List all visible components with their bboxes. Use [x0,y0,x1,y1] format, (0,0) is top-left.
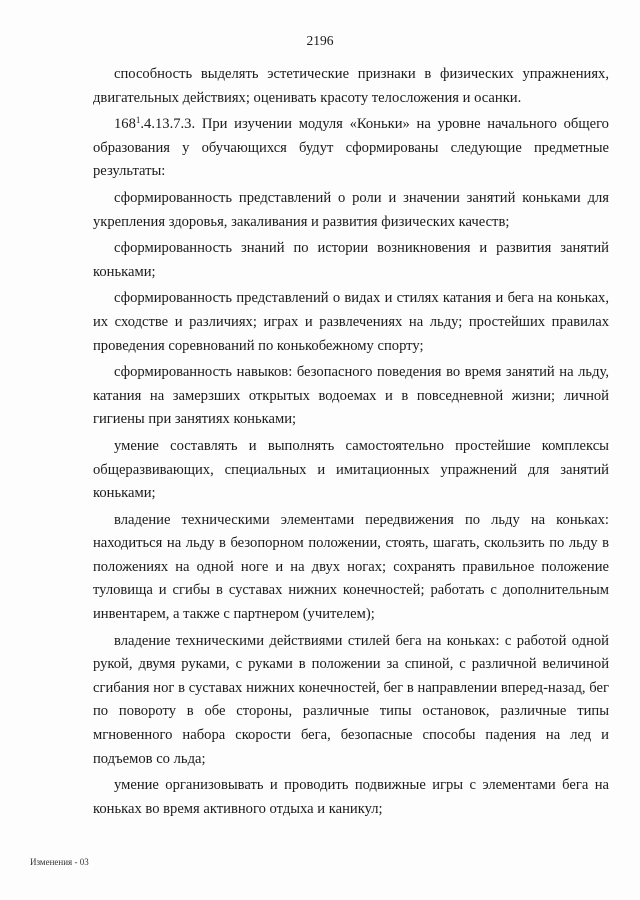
paragraph: умение составлять и выполнять самостоятельно простейшие комплексы общеразвивающих, специальных и имитационных упражнений для занятий коньками; [93,437,609,502]
paragraph: сформированность знаний по истории возникновения и развития занятий коньками; [93,240,609,280]
page-number: 2196 [306,33,334,48]
paragraph: сформированность представлений о роли и значении занятий коньками для укрепления здоровья, закаливания и развития физических качеств; [93,189,609,230]
paragraph: сформированность представлений о видах и стилях катания и бега на коньках, их сходстве и различиях; играх и развлечениях на льду; простейших правилах проведения соревнований по конькобежному спорту; [93,290,609,354]
footer-revision: Изменения - 03 [30,857,89,867]
paragraph: способность выделять эстетические признаки в физических упражнениях, двигательных действиях; оценивать красоту телосложения и осанки. [93,66,609,106]
paragraph: умение организовывать и проводить подвижные игры с элементами бега на коньках во время активного отдыха и каникул; [93,777,609,817]
paragraph-text: При изучении модуля «Коньки» на уровне начального общего образования у обучающихся будут сформированы следующие предметные результаты: [93,116,609,180]
paragraph: сформированность навыков: безопасного поведения во время занятий на льду, катания на замерзших открытых водоемах и в повседневной жизни; личной гигиены при занятиях коньками; [93,364,609,428]
section-number: $168^1.4.13.7.3$. [114,115,196,133]
paragraph: владение техническими элементами передвижения по льду на коньках: находиться на льду в безопорном положении, стоять, шагать, скользить по льду в положениях на одной ноге и на двух ногах; сохранять правильное положение туловища и сгибы в суставах нижних конечностей; работать с дополнительным инвентарем, а также с партнером (учителем); [93,511,609,623]
document-body [93,63,609,821]
paragraph-section [93,113,609,184]
paragraph: владение техническими действиями стилей бега на коньках: с работой одной рукой, двумя руками, с руками в положении за спиной, с различной величиной сгибания ног в суставах нижних конечностей, бег в направлении вперед-назад, бег по повороту в обе стороны, различные типы остановок, различные типы мгновенного набора скорости бега, безопасные способы падения на лед и подъемов со льда; [93,632,609,767]
